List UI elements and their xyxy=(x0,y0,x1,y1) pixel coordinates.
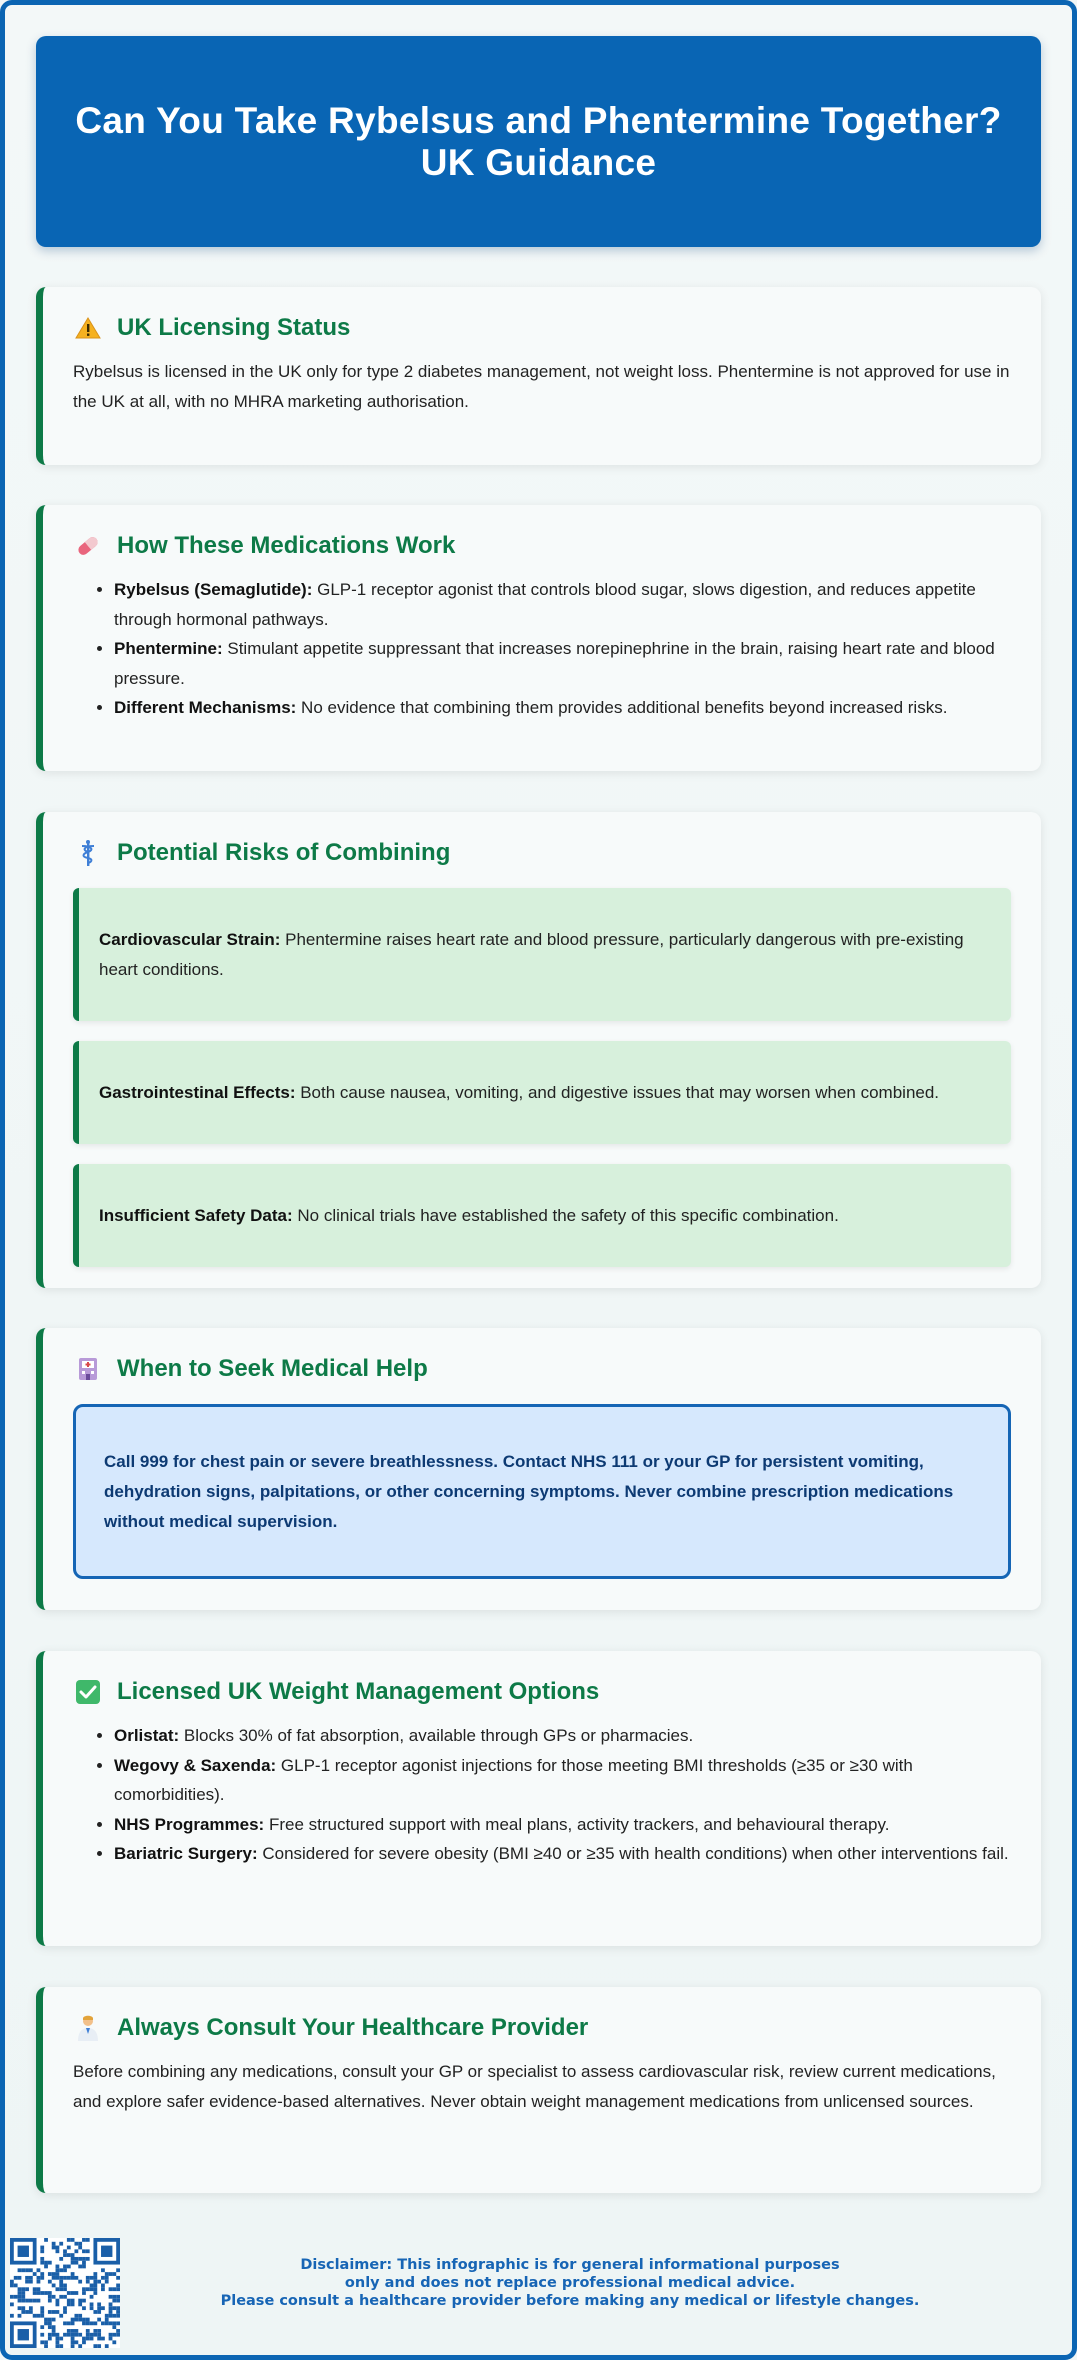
options-title: Licensed UK Weight Management Options xyxy=(117,1678,600,1705)
options-list xyxy=(73,1721,1011,1869)
list-item: • Different Mechanisms: No evidence that combining them provides additional benefits beyond increased risks. xyxy=(114,693,1011,723)
warning-icon xyxy=(73,313,103,343)
help-card xyxy=(36,1328,1041,1610)
risks-title: Potential Risks of Combining xyxy=(117,839,451,866)
risk-item-gastrointestinal: Gastrointestinal Effects: Both cause nausea, vomiting, and digestive issues that may worsen when combined. xyxy=(73,1041,1011,1144)
emergency-callout xyxy=(73,1404,1011,1579)
page-header xyxy=(36,36,1041,247)
hospital-icon xyxy=(73,1354,103,1384)
caduceus-icon xyxy=(73,838,103,868)
emergency-text: Call 999 for chest pain or severe breathlessness. Contact NHS 111 or your GP for persistent vomiting, dehydration signs, palpitations, or other concerning symptoms. Never combine prescription medications without medical supervision. xyxy=(104,1451,954,1531)
licensing-text: Rybelsus is licensed in the UK only for type 2 diabetes management, not weight loss. Phentermine is not approved for use in the UK at all, with no MHRA marketing authorisation. xyxy=(73,362,1010,411)
disclaimer: Disclaimer: This infographic is for general informational purposes only and does not replace professional medical advice. Please consult a healthcare provider before making any medical or lifestyle changes. xyxy=(220,2257,920,2309)
mechanisms-list xyxy=(73,575,1011,723)
risks-card xyxy=(36,812,1041,1288)
mechanisms-title: How These Medications Work xyxy=(117,532,456,559)
list-item: • Phentermine: Stimulant appetite suppressant that increases norepinephrine in the brain, raising heart rate and blood pressure. xyxy=(114,634,1011,693)
qr-code xyxy=(10,2238,120,2348)
list-item: • Rybelsus (Semaglutide): GLP-1 receptor agonist that controls blood sugar, slows digestion, and reduces appetite through hormonal pathways. xyxy=(114,575,1011,634)
mechanisms-card xyxy=(36,505,1041,771)
pill-icon xyxy=(73,531,103,561)
checkmark-icon xyxy=(73,1677,103,1707)
options-card xyxy=(36,1651,1041,1946)
list-item: • NHS Programmes: Free structured support with meal plans, activity trackers, and behavioural therapy. xyxy=(114,1810,1011,1840)
page-title: Can You Take Rybelsus and Phentermine Together? UK Guidance xyxy=(75,99,1002,183)
consult-card xyxy=(36,1987,1041,2193)
licensing-title: UK Licensing Status xyxy=(117,314,351,341)
help-title: When to Seek Medical Help xyxy=(117,1355,428,1382)
list-item: • Bariatric Surgery: Considered for severe obesity (BMI ≥40 or ≥35 with health conditions) when other interventions fail. xyxy=(114,1839,1011,1869)
consult-text: Before combining any medications, consult your GP or specialist to assess cardiovascular risk, review current medications, and explore safer evidence-based alternatives. Never obtain weight management medications from unlicensed sources. xyxy=(73,2062,996,2111)
disclaimer-label: Disclaimer: xyxy=(300,2257,393,2273)
list-item: • Wegovy & Saxenda: GLP-1 receptor agonist injections for those meeting BMI thresholds (≥35 or ≥30 with comorbidities). xyxy=(114,1751,1011,1810)
risk-item-safety-data: Insufficient Safety Data: No clinical trials have established the safety of this specific combination. xyxy=(73,1164,1011,1267)
list-item: • Orlistat: Blocks 30% of fat absorption, available through GPs or pharmacies. xyxy=(114,1721,1011,1751)
consult-title: Always Consult Your Healthcare Provider xyxy=(117,2014,589,2041)
risk-item-cardiovascular: Cardiovascular Strain: Phentermine raises heart rate and blood pressure, particularly dangerous with pre-existing heart conditions. xyxy=(73,888,1011,1021)
licensing-card xyxy=(36,287,1041,465)
doctor-icon xyxy=(73,2013,103,2043)
